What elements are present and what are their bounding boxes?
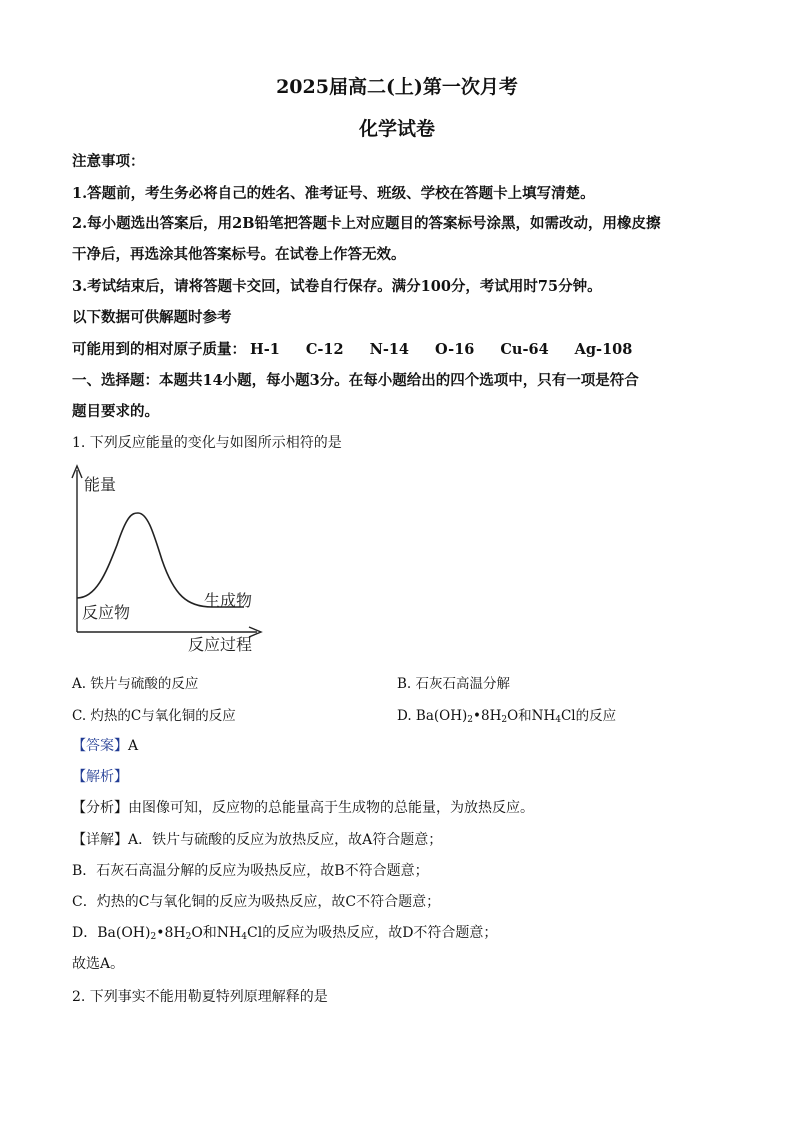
product-label: 生成物	[204, 591, 253, 610]
detail-d-suffix: Cl的反应为吸热反应，故D不符合题意；	[247, 925, 498, 941]
detail-b-line: B．石灰石高温分解的反应为吸热反应，故B不符合题意；	[72, 863, 429, 879]
detail-d-mid-2: O和NH	[191, 925, 242, 941]
energy-axis-label: 能量	[84, 475, 117, 494]
atomic-mass-h: H-1	[250, 341, 280, 358]
atomic-mass-label: 可能用到的相对原子质量：	[72, 341, 246, 358]
detail-d-prefix: D．Ba(OH)	[72, 925, 151, 941]
option-d-prefix: D. Ba(OH)	[397, 708, 468, 724]
xiangjie-tag: 【详解】	[72, 832, 128, 848]
option-b: B. 石灰石高温分解	[397, 676, 511, 692]
analysis-tag: 【解析】	[72, 769, 128, 785]
question-2-stem: 2. 下列事实不能用勒夏特列原理解释的是	[72, 989, 328, 1005]
fenxi-line	[72, 797, 534, 817]
conclusion-line: 故选A。	[72, 956, 125, 972]
question-1-stem: 1. 下列反应能量的变化与如图所示相符的是	[72, 435, 342, 451]
note-item-2-line-2: 干净后，再选涂其他答案标号。在试卷上作答无效。	[72, 246, 406, 263]
analysis-line	[72, 766, 128, 786]
atomic-mass-n: N-14	[369, 341, 410, 358]
fenxi-text: 由图像可知，反应物的总能量高于生成物的总能量，为放热反应。	[128, 800, 534, 816]
fenxi-tag: 【分析】	[72, 800, 128, 816]
option-c: C. 灼热的C与氧化铜的反应	[72, 708, 236, 724]
atomic-mass-cu: Cu-64	[500, 341, 549, 358]
option-d-sub-3: 4	[555, 715, 561, 725]
atomic-mass-c: C-12	[305, 341, 344, 358]
section-heading-line-2: 题目要求的。	[72, 403, 159, 420]
note-item-3: 3.考试结束后，请将答题卡交回，试卷自行保存。满分100分，考试用时75分钟。	[72, 278, 602, 295]
detail-a-text: A．铁片与硫酸的反应为放热反应，故A符合题意；	[128, 832, 443, 848]
answer-tag: 【答案】	[72, 738, 128, 754]
detail-d-line	[72, 922, 497, 942]
note-item-2-line-1: 2.每小题选出答案后，用2B铅笔把答题卡上对应题目的答案标号涂黑，如需改动，用橡皮擦	[72, 215, 661, 232]
detail-d-mid: •8H	[156, 925, 186, 941]
atomic-mass-ag: Ag-108	[574, 341, 633, 358]
option-d-sub-1: 2	[467, 715, 474, 725]
reactant-label: 反应物	[82, 603, 131, 622]
progress-axis-label: 反应过程	[188, 635, 253, 654]
notes-heading: 注意事项：	[72, 153, 145, 170]
energy-diagram	[62, 460, 272, 660]
exam-title: 2025届高二(上)第一次月考	[276, 76, 518, 98]
section-heading-line-1: 一、选择题：本题共14小题，每小题3分。在每小题给出的四个选项中，只有一项是符合	[72, 372, 639, 389]
option-a: A. 铁片与硫酸的反应	[72, 676, 199, 692]
detail-a-line	[72, 829, 442, 849]
reference-heading: 以下数据可供解题时参考	[72, 309, 232, 326]
option-d-sub-2: 2	[501, 715, 508, 725]
option-d-mid: •8H	[473, 708, 502, 724]
detail-c-line: C．灼热的C与氧化铜的反应为吸热反应，故C不符合题意；	[72, 894, 441, 910]
detail-d-sub-1: 2	[150, 932, 157, 942]
exam-subtitle: 化学试卷	[358, 118, 435, 140]
atomic-mass-o: O-16	[435, 341, 475, 358]
atomic-mass-line	[72, 338, 632, 359]
option-d	[397, 704, 616, 725]
answer-value: A	[128, 738, 139, 754]
note-item-1: 1.答题前，考生务必将自己的姓名、准考证号、班级、学校在答题卡上填写清楚。	[72, 185, 595, 202]
detail-d-sub-3: 4	[241, 932, 247, 942]
answer-line	[72, 735, 138, 755]
option-d-suffix: Cl的反应	[560, 708, 617, 724]
option-d-mid-2: O和NH	[507, 708, 556, 724]
detail-d-sub-2: 2	[185, 932, 192, 942]
